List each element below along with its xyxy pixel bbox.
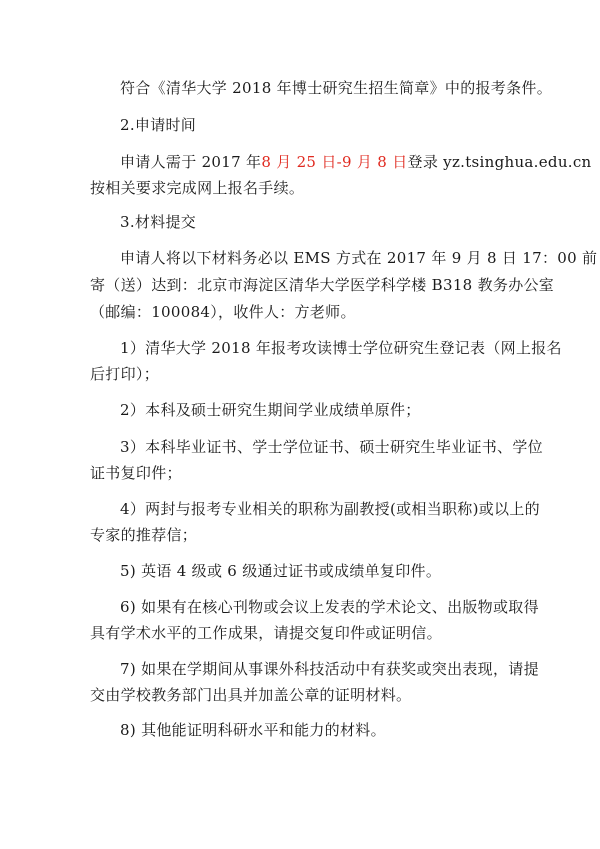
list-item-7-line2: 交由学校教务部门出具并加盖公章的证明材料。 <box>90 686 412 704</box>
list-item-6-line2: 具有学术水平的工作成果，请提交复印件或证明信。 <box>90 624 442 642</box>
list-item-5: 5) 英语 4 级或 6 级通过证书或成绩单复印件。 <box>120 562 442 580</box>
paragraph-materials-line2: 寄（送）达到：北京市海淀区清华大学医学科学楼 B318 教务办公室 <box>90 276 555 294</box>
list-item-3-line2: 证书复印件； <box>90 464 182 482</box>
list-item-4-line2: 专家的推荐信； <box>90 526 198 544</box>
list-item-1-line1: 1）清华大学 2018 年报考攻读博士学位研究生登记表（网上报名 <box>120 339 562 357</box>
application-time-prefix: 申请人需于 2017 年 <box>120 153 262 171</box>
list-item-3-line1: 3）本科毕业证书、学士学位证书、硕士研究生毕业证书、学位 <box>120 438 543 456</box>
list-item-8: 8) 其他能证明科研水平和能力的材料。 <box>120 721 386 739</box>
paragraph-eligibility: 符合《清华大学 2018 年博士研究生招生简章》中的报考条件。 <box>120 79 553 97</box>
paragraph-materials-line1: 申请人将以下材料务必以 EMS 方式在 2017 年 9 月 8 日 17：00 前 <box>120 249 598 267</box>
paragraph-application-time <box>120 152 600 172</box>
heading-application-time: 2.申请时间 <box>120 116 197 134</box>
heading-materials-submission: 3.材料提交 <box>120 213 197 231</box>
list-item-6-line1: 6) 如果有在核心刊物或会议上发表的学术论文、出版物或取得 <box>120 598 539 616</box>
application-time-suffix: 登录 yz.tsinghua.edu.cn <box>407 153 592 171</box>
list-item-1-line2: 后打印）； <box>90 365 160 383</box>
paragraph-materials-line3: （邮编：100084），收件人：方老师。 <box>90 303 356 321</box>
list-item-2: 2）本科及硕士研究生期间学业成绩单原件； <box>120 401 421 419</box>
list-item-4-line1: 4）两封与报考专业相关的职称为副教授(或相当职称)或以上的 <box>120 500 540 518</box>
paragraph-application-time-line2: 按相关要求完成网上报名手续。 <box>90 179 305 197</box>
list-item-7-line1: 7) 如果在学期间从事课外科技活动中有获奖或突出表现，请提 <box>120 660 539 678</box>
application-date-range: 8 月 25 日-9 月 8 日 <box>261 153 408 171</box>
